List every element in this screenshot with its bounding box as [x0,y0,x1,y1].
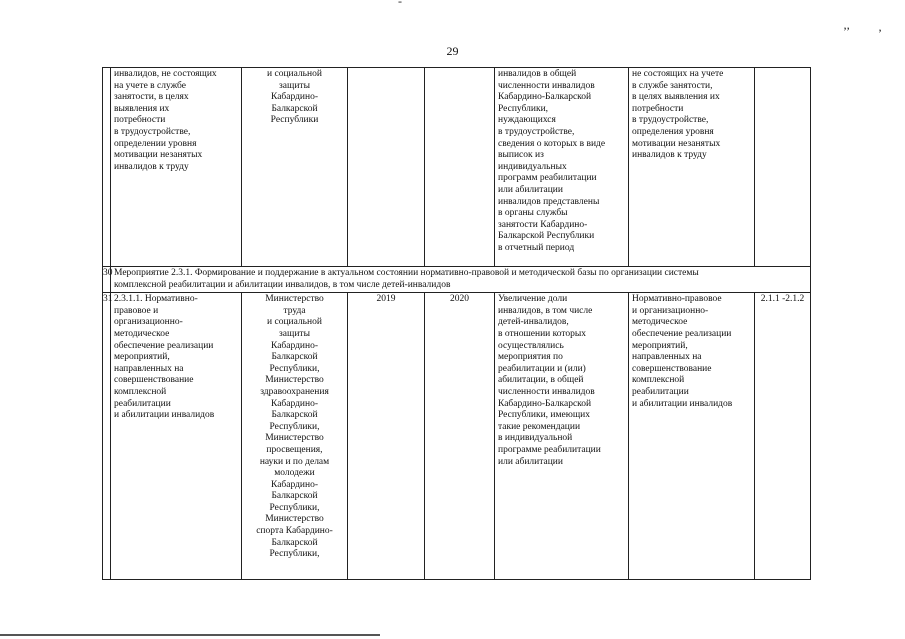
text-line: и организационно- [632,305,709,316]
directions-lines [632,294,751,410]
cell-start-year: 2019 [348,293,425,580]
text-line: спорта Кабардино- [256,526,333,537]
text-line: Кабардино- [270,398,319,409]
text-line: Балкарской [271,352,318,363]
text-line: выписок из [498,150,544,161]
text-line: 2.3.1.1. Нормативно- [114,294,198,305]
text-line: инвалидов, не состоящих [114,69,217,79]
text-line: в службе занятости, [632,80,713,91]
text-line: направленных на [632,352,702,363]
text-line: обеспечение реализации [632,328,732,339]
text-line: инвалидов представлены [498,196,600,207]
text-line: потребности [632,103,684,114]
text-line: или абилитации [498,184,563,195]
text-line: науки и по делам [259,456,330,467]
scan-mark-top: - [398,0,402,8]
text-line: Мероприятие 2.3.1. Формирование и поддержание в актуальном состоянии нормативно-правовой и методической базы по организации системы [114,268,699,278]
text-line: Министерство [265,514,324,525]
text-line: индивидуальных [498,161,567,172]
text-line: Кабардино- [270,92,319,103]
text-line: сведения о которых в виде [498,138,606,149]
text-line: Кабардино-Балкарской [498,398,592,409]
measure-lines [114,69,238,173]
text-line: защиты [279,328,310,339]
responsible-lines [245,294,344,561]
heading-lines [114,268,807,291]
text-line: осуществлялись [498,340,564,351]
text-line: Балкарской [271,491,318,502]
text-line: Балкарской [271,410,318,421]
text-line: организационно- [114,317,183,328]
directions-lines [632,69,751,162]
text-line: мотивации незанятых [114,150,203,161]
text-line: мотивации незанятых [632,138,721,149]
text-line: Министерство [265,375,324,386]
table-row-30 [103,267,811,293]
table-row-31 [103,293,811,580]
text-line: совершенствование [632,363,712,374]
text-line: занятости Кабардино- [498,219,588,230]
text-line: Республики, [498,103,549,114]
text-line: методическое [114,328,170,339]
text-line: численности инвалидов [498,80,595,91]
text-line: инвалидов в общей [498,69,577,79]
cell-number: 31 [103,293,111,580]
text-line: в отчетный период [498,242,575,253]
text-line: Республики, [269,502,320,513]
cell-end-year [425,68,495,267]
text-line: Кабардино- [270,340,319,351]
text-line: труда [283,305,306,316]
text-line: мероприятий, [632,340,688,351]
text-line: программе реабилитации [498,444,601,455]
text-line: молодежи [274,468,315,479]
text-line: комплексной [114,386,167,397]
text-line: и социальной [267,317,322,328]
bottom-scan-line [0,634,380,636]
cell-end-year: 2020 [425,293,495,580]
cell-number: 30 [103,267,111,293]
text-line: на учете в службе [114,80,186,91]
text-line: Балкарской [271,103,318,114]
text-line: Нормативно-правовое [632,294,722,305]
responsible-lines [245,69,344,127]
text-line: Кабардино-Балкарской [498,92,592,103]
text-line: детей-инвалидов, [498,317,569,328]
text-line: занятости, в целях [114,92,189,103]
text-line: Балкарской [271,537,318,548]
text-line: или абилитации [498,456,563,467]
text-line: в трудоустройстве, [632,115,709,126]
text-line: в органы службы [498,208,568,219]
text-line: Республики [270,115,319,126]
scan-mark-right-1: ’’ [843,24,851,38]
page-number: 29 [446,44,459,58]
text-line: реабилитации [632,386,689,397]
table-row-continuation [103,68,811,267]
cell-main-directions [629,293,755,580]
text-line: инвалидов, в том числе [498,305,593,316]
text-line: инвалидов к труду [114,161,189,172]
text-line: определения уровня [632,126,714,137]
text-line: Республики, имеющих [498,410,590,421]
text-line: и абилитации инвалидов [632,398,733,409]
cell-measure [111,293,242,580]
cell-expected-result [495,293,629,580]
text-line: в трудоустройстве, [498,126,575,137]
text-line: реабилитации и (или) [498,363,586,374]
text-line: в индивидуальной [498,433,573,444]
text-line: направленных на [114,363,184,374]
result-lines [498,294,625,468]
text-line: мероприятий, [114,352,170,363]
cell-start-year [348,68,425,267]
text-line: защиты [279,80,310,91]
text-line: и абилитации инвалидов [114,410,215,421]
text-line: Министерство [265,294,324,305]
cell-main-directions [629,68,755,267]
text-line: здравоохранения [260,386,329,397]
text-line: комплексной [632,375,685,386]
text-line: такие рекомендации [498,421,581,432]
text-line: в целях выявления их [632,92,720,103]
text-line: Республики, [269,421,320,432]
result-lines [498,69,625,255]
measure-lines [114,294,238,422]
scan-mark-right-2: ’ [878,26,882,40]
text-line: выявления их [114,103,170,114]
text-line: методическое [632,317,688,328]
text-line: обеспечение реализации [114,340,214,351]
text-line: Республики, [269,363,320,374]
text-line: абилитации, в общей [498,375,584,386]
text-line: комплексной реабилитации и абилитации инвалидов, в том числе детей-инвалидов [114,279,451,290]
cell-expected-result [495,68,629,267]
cell-responsible [242,68,348,267]
text-line: в отношении которых [498,328,587,339]
text-line: численности инвалидов [498,386,595,397]
text-line: Балкарской Республики [498,231,595,242]
text-line: мероприятия по [498,352,563,363]
cell-number [103,68,111,267]
text-line: Республики, [269,549,320,560]
text-line: реабилитации [114,398,171,409]
text-line: Кабардино- [270,479,319,490]
text-line: потребности [114,115,166,126]
text-line: совершенствование [114,375,194,386]
text-line: не состоящих на учете [632,69,724,79]
text-line: в трудоустройстве, [114,126,191,137]
cell-link [755,68,811,267]
text-line: программ реабилитации [498,173,597,184]
cell-responsible [242,293,348,580]
text-line: инвалидов к труду [632,150,707,161]
measures-table [102,67,811,580]
cell-measure-heading [111,267,811,293]
text-line: определении уровня [114,138,197,149]
text-line: Увеличение доли [498,294,568,305]
text-line: Министерство [265,433,324,444]
text-line: и социальной [267,69,322,79]
text-line: нуждающихся [498,115,556,126]
text-line: правовое и [114,305,159,316]
cell-measure [111,68,242,267]
cell-link: 2.1.1 -2.1.2 [755,293,811,580]
text-line: просвещения, [266,444,323,455]
